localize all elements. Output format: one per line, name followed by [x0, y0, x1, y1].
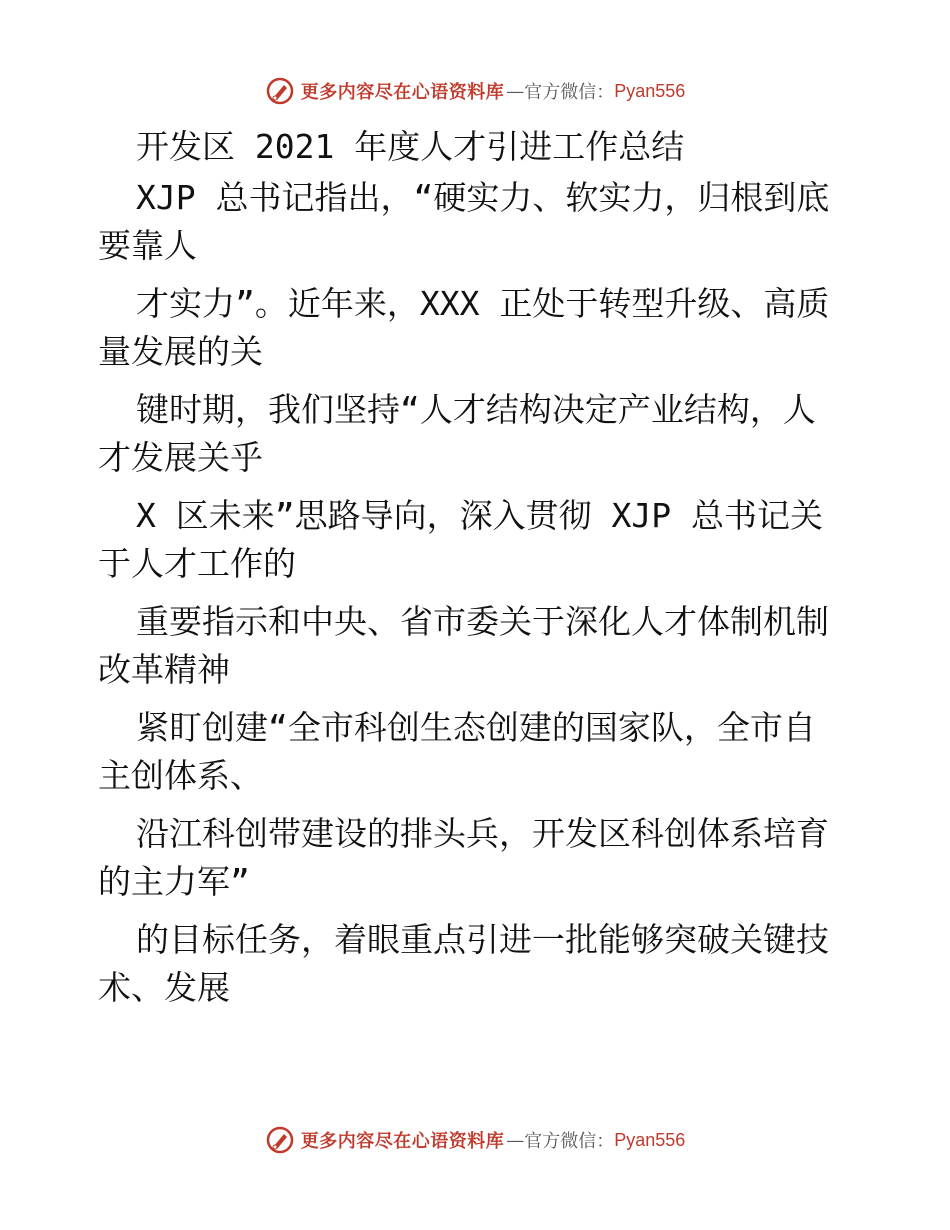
paragraph-line: XJP 总书记指出，“硬实力、软实力，归根到底	[136, 178, 830, 217]
paragraph-line: 要靠人	[98, 226, 197, 265]
paragraph-line: 才实力”。近年来，XXX 正处于转型升级、高质	[136, 284, 830, 323]
paragraph-line: 于人才工作的	[98, 544, 296, 583]
paragraph-line: 术、发展	[98, 968, 230, 1007]
paragraph-line: 的目标任务，着眼重点引进一批能够突破关键技	[136, 920, 829, 959]
paragraph-line: 改革精神	[98, 650, 230, 689]
paragraph-line: X 区未来”思路导向，深入贯彻 XJP 总书记关	[136, 496, 823, 535]
header-watermark-banner	[0, 71, 950, 111]
paragraph-line: 量发展的关	[98, 332, 263, 371]
paragraph-line: 重要指示和中央、省市委关于深化人才体制机制	[136, 602, 829, 641]
banner-separator: —	[506, 1129, 525, 1151]
banner-wechat-id: Pyan556	[614, 1129, 686, 1150]
paragraph-line: 主创体系、	[98, 756, 263, 795]
document-body	[98, 123, 858, 1012]
pen-logo-icon	[265, 76, 295, 106]
banner-contact-label: 官方微信：	[524, 1131, 615, 1152]
paragraph-line: 才发展关乎	[98, 438, 263, 477]
footer-watermark-banner	[0, 1120, 950, 1160]
banner-brand-text: 更多内容尽在心语资料库	[300, 1131, 505, 1152]
paragraph-line: 的主力军”	[98, 862, 250, 901]
paragraph-line: 紧盯创建“全市科创生态创建的国家队，全市自	[136, 708, 816, 747]
paragraph-line: 键时期，我们坚持“人才结构决定产业结构，人	[136, 390, 816, 429]
banner-brand-text: 更多内容尽在心语资料库	[300, 82, 505, 103]
banner-wechat-id: Pyan556	[614, 80, 686, 101]
banner-separator: —	[506, 80, 525, 102]
pen-logo-icon	[265, 1125, 295, 1155]
document-title: 开发区 2021 年度人才引进工作总结	[136, 127, 685, 166]
banner-contact-label: 官方微信：	[524, 82, 615, 103]
paragraph-line: 沿江科创带建设的排头兵，开发区科创体系培育	[136, 814, 829, 853]
